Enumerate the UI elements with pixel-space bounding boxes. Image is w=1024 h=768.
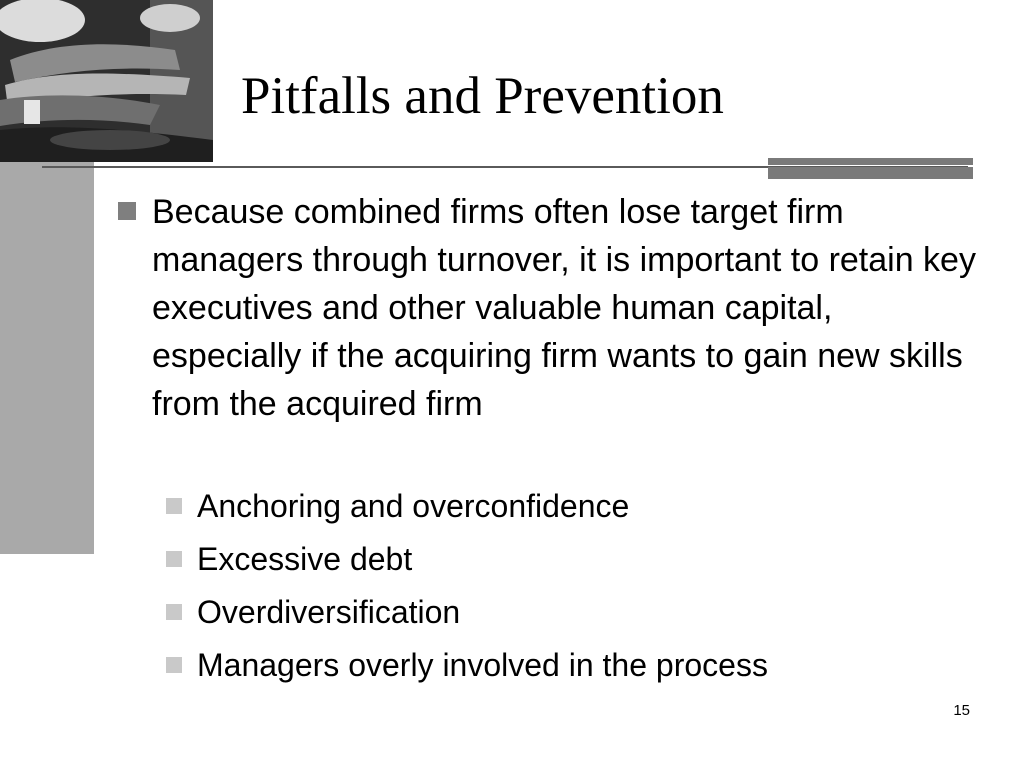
- sub-bullet-text: Managers overly involved in the process: [197, 647, 768, 683]
- sub-bullet-item: [166, 586, 966, 639]
- sub-bullet-list: [166, 480, 966, 692]
- square-bullet-icon: [166, 551, 182, 567]
- slide-title: Pitfalls and Prevention: [241, 67, 724, 125]
- square-bullet-icon: [118, 202, 136, 220]
- sub-bullet-item: [166, 480, 966, 533]
- sub-bullet-item: [166, 533, 966, 586]
- page-number: 15: [953, 702, 970, 719]
- main-bullet-text: Because combined firms often lose target firm managers through turnover, it is important to retain key executives and other valuable human capital, especially if the acquiring firm wants to gain new skills from the acquired firm: [152, 193, 976, 423]
- sub-bullet-text: Overdiversification: [197, 594, 461, 630]
- square-bullet-icon: [166, 604, 182, 620]
- square-bullet-icon: [166, 498, 182, 514]
- title-divider-accent-bottom: [768, 167, 973, 179]
- title-divider-accent-top: [768, 158, 973, 165]
- stacked-hands-photo: [0, 0, 213, 162]
- sub-bullet-item: [166, 639, 966, 692]
- sub-bullet-text: Excessive debt: [197, 541, 413, 577]
- side-panel: [0, 162, 94, 554]
- sub-bullet-text: Anchoring and overconfidence: [197, 488, 630, 524]
- main-bullet: [118, 188, 978, 428]
- square-bullet-icon: [166, 657, 182, 673]
